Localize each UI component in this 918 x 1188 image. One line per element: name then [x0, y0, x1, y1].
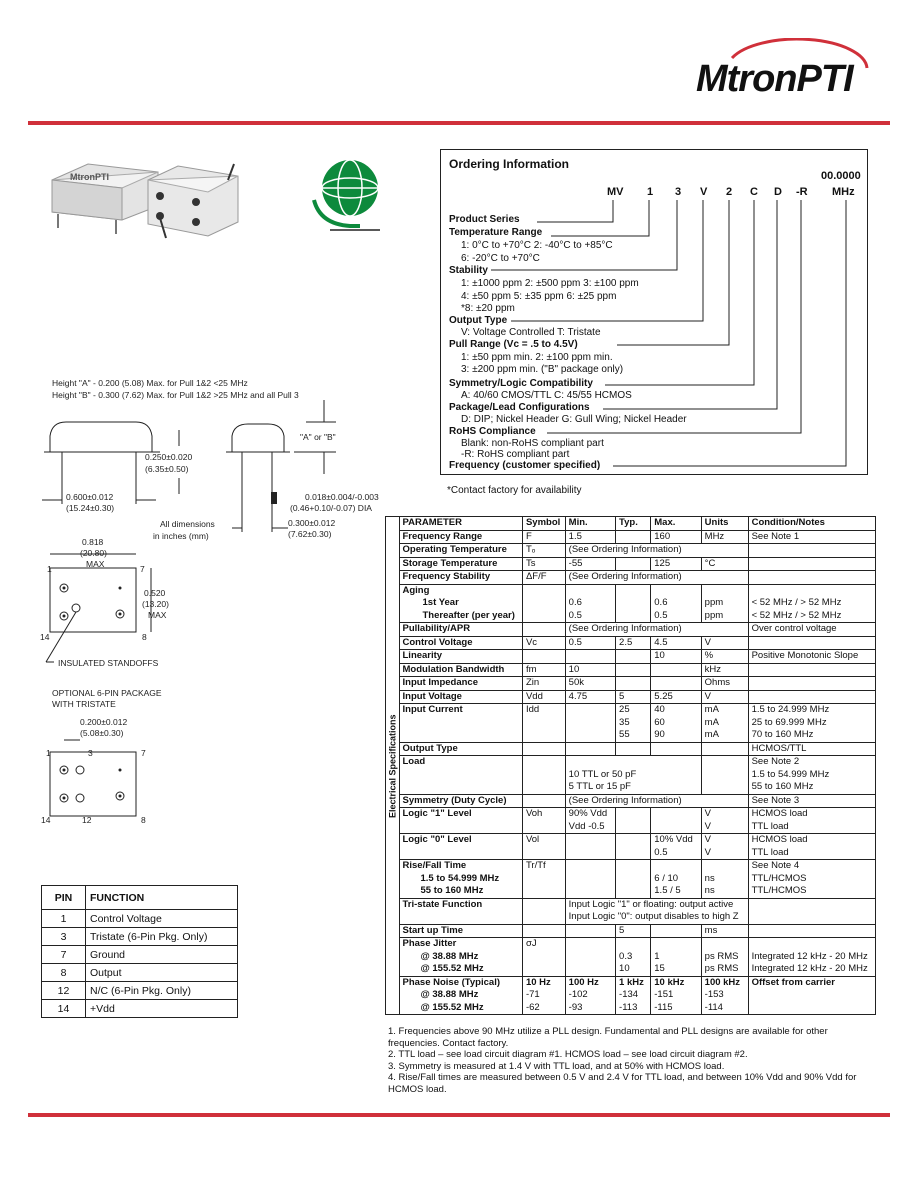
pin-function: Tristate (6-Pin Pkg. Only) — [86, 928, 238, 946]
code-output: V — [700, 186, 708, 198]
dim-520: 0.520 — [144, 588, 166, 598]
condition-header: Condition/Notes — [748, 517, 875, 531]
symbol-cell: F — [522, 530, 565, 544]
pin6-label-8: 8 — [141, 815, 146, 825]
parameter-cell: Output Type — [399, 742, 522, 756]
optional-6pin-1: OPTIONAL 6-PIN PACKAGE — [52, 688, 162, 698]
table-row — [386, 544, 876, 558]
units-cell: 100 kHz -153 -114 — [701, 976, 748, 1015]
product-photo — [48, 158, 253, 243]
units-note-2: in inches (mm) — [153, 531, 209, 541]
parameter-cell: Phase Noise (Typical) @ 38.88 MHz @ 155.52 MHz — [399, 976, 522, 1015]
pin-function: Ground — [86, 946, 238, 964]
table-row — [42, 982, 238, 1000]
symbol-cell — [522, 650, 565, 664]
pin-function: Output — [86, 964, 238, 982]
parameter-cell: Tri-state Function — [399, 898, 522, 924]
code-freq: MHz — [832, 186, 855, 198]
pin6-label-14: 14 — [41, 815, 51, 825]
table-row — [386, 756, 876, 795]
table-row — [386, 663, 876, 677]
table-row — [386, 530, 876, 544]
parameter-header: PARAMETER — [399, 517, 522, 531]
dim-300-mm: (7.62±0.30) — [288, 529, 332, 539]
symbol-cell — [522, 898, 565, 924]
span-cell: (See Ordering Information) — [565, 623, 748, 637]
condition-cell: HCMOS load TTL load — [748, 834, 875, 860]
parameter-cell: Storage Temperature — [399, 557, 522, 571]
condition-cell — [748, 677, 875, 691]
min-cell — [565, 704, 615, 743]
note-2: 2. TTL load – see load circuit diagram #1. HCMOS load – see load circuit diagram #2. — [388, 1049, 748, 1060]
table-row — [386, 584, 876, 623]
pin6-label-7: 7 — [141, 748, 146, 758]
units-cell: ppm ppm — [701, 584, 748, 623]
symbol-header: Symbol — [522, 517, 565, 531]
table-row — [386, 636, 876, 650]
pin-number: 1 — [42, 910, 86, 928]
pin6-label-3: 3 — [88, 748, 93, 758]
span-cell: Input Logic "1" or floating: output active Input Logic "0": output disables to high Z — [565, 898, 748, 924]
max-cell — [651, 742, 701, 756]
table-row — [386, 924, 876, 938]
condition-cell — [748, 636, 875, 650]
max-cell: 5.25 — [651, 690, 701, 704]
table-row — [386, 834, 876, 860]
condition-cell — [748, 898, 875, 924]
condition-cell: HCMOS load TTL load — [748, 808, 875, 834]
height-note-b: Height "B" - 0.300 (7.62) Max. for Pull 1&2 >25 MHz and all Pull 3 — [52, 390, 299, 400]
parameter-cell: Pullability/APR — [399, 623, 522, 637]
condition-cell: 1.5 to 24.999 MHz 25 to 69.999 MHz 70 to 160 MHz — [748, 704, 875, 743]
dim-200-mm: (5.08±0.30) — [80, 728, 124, 738]
condition-cell — [748, 557, 875, 571]
pin-label-1: 1 — [47, 564, 52, 574]
table-row — [386, 794, 876, 808]
dim-300: 0.300±0.012 — [288, 518, 336, 528]
max-header: Max. — [651, 517, 701, 531]
parameter-cell: Aging 1st Year Thereafter (per year) — [399, 584, 522, 623]
condition-cell: HCMOS/TTL — [748, 742, 875, 756]
units-cell: °C — [701, 557, 748, 571]
code-temp: 1 — [647, 186, 654, 198]
ordering-line-14: A: 40/60 CMOS/TTL C: 45/55 HCMOS — [461, 390, 632, 401]
symbol-cell: Vc — [522, 636, 565, 650]
dim-818: 0.818 — [82, 537, 104, 547]
table-row — [386, 690, 876, 704]
typ-cell: 5 — [616, 924, 651, 938]
max-cell: 6 / 10 1.5 / 5 — [651, 860, 701, 899]
ordering-line-13: Symmetry/Logic Compatibility — [449, 378, 593, 389]
span-cell: (See Ordering Information) — [565, 571, 748, 585]
side-label: Electrical Specifications — [386, 517, 400, 1015]
parameter-cell: Input Impedance — [399, 677, 522, 691]
min-cell: 4.75 — [565, 690, 615, 704]
insulated-standoffs: INSULATED STANDOFFS — [58, 658, 159, 668]
ordering-title: Ordering Information — [449, 157, 569, 171]
dim-600a: 0.600±0.012 — [66, 492, 114, 502]
parameter-cell: Frequency Range — [399, 530, 522, 544]
min-cell: 90% Vdd Vdd -0.5 — [565, 808, 615, 834]
ordering-line-5: 1: ±1000 ppm 2: ±500 ppm 3: ±100 ppm — [461, 278, 639, 289]
table-row — [42, 964, 238, 982]
max-cell — [651, 808, 701, 834]
symbol-cell: Tr/Tf — [522, 860, 565, 899]
parameter-cell: Rise/Fall Time 1.5 to 54.999 MHz 55 to 160 MHz — [399, 860, 522, 899]
table-row — [386, 742, 876, 756]
dim-ab: "A" or "B" — [300, 432, 336, 442]
condition-cell: Over control voltage — [748, 623, 875, 637]
table-row — [386, 704, 876, 743]
parameter-cell: Frequency Stability — [399, 571, 522, 585]
units-cell: kHz — [701, 663, 748, 677]
spec-header-row — [386, 517, 876, 531]
note-1: 1. Frequencies above 90 MHz utilize a PLL design. Fundamental and PLL designs are available for other frequencies. Contact factory. — [388, 1026, 828, 1049]
units-cell: mA mA mA — [701, 704, 748, 743]
min-header: Min. — [565, 517, 615, 531]
dim-018: 0.018±0.004/-0.003 — [305, 492, 379, 502]
max-cell: 40 60 90 — [651, 704, 701, 743]
ordering-line-4: Stability — [449, 265, 488, 276]
parameter-cell: Linearity — [399, 650, 522, 664]
ordering-line-2: 1: 0°C to +70°C 2: -40°C to +85°C — [461, 240, 613, 251]
min-cell: 100 Hz -102 -93 — [565, 976, 615, 1015]
condition-cell — [748, 663, 875, 677]
max-cell: 0.6 0.5 — [651, 584, 701, 623]
code-series: MV — [607, 186, 624, 198]
ordering-line-0: Product Series — [449, 214, 520, 225]
ordering-line-10: Pull Range (Vc = .5 to 4.5V) — [449, 339, 578, 350]
note-3: 3. Symmetry is measured at 1.4 V with TTL load, and at 50% with HCMOS load. — [388, 1060, 725, 1072]
typ-header: Typ. — [616, 517, 651, 531]
parameter-cell: Logic "1" Level — [399, 808, 522, 834]
table-row — [386, 650, 876, 664]
dim-200: 0.200±0.012 — [80, 717, 128, 727]
symbol-cell: ΔF/F — [522, 571, 565, 585]
table-row — [386, 623, 876, 637]
typ-cell — [616, 650, 651, 664]
typ-cell — [616, 834, 651, 860]
table-row — [386, 898, 876, 924]
min-cell — [565, 834, 615, 860]
typ-cell — [616, 557, 651, 571]
table-row — [42, 946, 238, 964]
top-rule — [28, 121, 890, 125]
ordering-line-1: Temperature Range — [449, 227, 543, 238]
condition-cell — [748, 690, 875, 704]
code-package: D — [774, 186, 782, 198]
code-pull: 2 — [726, 186, 733, 198]
pin-number: 12 — [42, 982, 86, 1000]
table-row — [42, 1000, 238, 1018]
max-cell: 10% Vdd 0.5 — [651, 834, 701, 860]
symbol-cell — [522, 794, 565, 808]
ordering-line-19: -R: RoHS compliant part — [461, 449, 570, 460]
units-cell — [701, 756, 748, 795]
condition-cell: < 52 MHz / > 52 MHz < 52 MHz / > 52 MHz — [748, 584, 875, 623]
table-row — [386, 808, 876, 834]
mtronpti-logo — [692, 38, 882, 118]
parameter-cell: Logic "0" Level — [399, 834, 522, 860]
symbol-cell: Vol — [522, 834, 565, 860]
typ-cell — [616, 584, 651, 623]
condition-cell: See Note 1 — [748, 530, 875, 544]
typ-cell: 2.5 — [616, 636, 651, 650]
units-header: Units — [701, 517, 748, 531]
min-cell: -55 — [565, 557, 615, 571]
span-cell: 10 TTL or 50 pF 5 TTL or 15 pF — [565, 756, 701, 795]
condition-cell: See Note 3 — [748, 794, 875, 808]
units-cell: V V — [701, 834, 748, 860]
units-cell: V — [701, 690, 748, 704]
optional-6pin-2: WITH TRISTATE — [52, 699, 116, 709]
condition-cell: Positive Monotonic Slope — [748, 650, 875, 664]
symbol-cell: Zin — [522, 677, 565, 691]
min-cell — [565, 924, 615, 938]
pin-label-8: 8 — [142, 632, 147, 642]
condition-cell: Offset from carrier — [748, 976, 875, 1015]
pin-number: 3 — [42, 928, 86, 946]
max-cell — [651, 677, 701, 691]
parameter-cell: Load — [399, 756, 522, 795]
units-cell: V V — [701, 808, 748, 834]
code-rohs: -R — [796, 186, 808, 198]
ordering-line-9: V: Voltage Controlled T: Tristate — [461, 327, 601, 338]
pin6-label-12: 12 — [82, 815, 92, 825]
pin-number: 8 — [42, 964, 86, 982]
ordering-information-box — [440, 149, 868, 475]
ordering-line-15: Package/Lead Configurations — [449, 402, 590, 413]
typ-cell — [616, 808, 651, 834]
mechanical-drawing — [36, 400, 381, 840]
parameter-cell: Symmetry (Duty Cycle) — [399, 794, 522, 808]
units-cell: Ohms — [701, 677, 748, 691]
typ-cell: 1 kHz -134 -113 — [616, 976, 651, 1015]
units-cell: ns ns — [701, 860, 748, 899]
pin-table-header — [42, 886, 238, 910]
condition-cell: Integrated 12 kHz - 20 MHz Integrated 12 kHz - 20 MHz — [748, 938, 875, 977]
note-4: 4. Rise/Fall times are measured between 0.5 V and 2.4 V for TTL load, and between 10% Vdd and 90% Vdd for HCMOS load. — [388, 1072, 857, 1095]
max-cell: 10 — [651, 650, 701, 664]
table-row — [386, 938, 876, 977]
ordering-line-16: D: DIP; Nickel Header G: Gull Wing; Nickel Header — [461, 414, 687, 425]
pin-number: 7 — [42, 946, 86, 964]
symbol-cell: Voh — [522, 808, 565, 834]
pin-number: 14 — [42, 1000, 86, 1018]
dim-520-max: MAX — [148, 610, 167, 620]
code-stability: 3 — [675, 186, 682, 198]
typ-cell — [616, 663, 651, 677]
symbol-cell: Vdd — [522, 690, 565, 704]
pin-label-14: 14 — [40, 632, 50, 642]
units-cell: ms — [701, 924, 748, 938]
min-cell: 10 — [565, 663, 615, 677]
table-row — [386, 677, 876, 691]
symbol-cell — [522, 584, 565, 623]
parameter-cell: Input Current — [399, 704, 522, 743]
max-cell: 4.5 — [651, 636, 701, 650]
units-cell: V — [701, 636, 748, 650]
code-symmetry: C — [750, 186, 758, 198]
max-cell — [651, 924, 701, 938]
symbol-cell: 10 Hz -71 -62 — [522, 976, 565, 1015]
parameter-cell: Phase Jitter @ 38.88 MHz @ 155.52 MHz — [399, 938, 522, 977]
condition-cell — [748, 544, 875, 558]
parameter-cell: Start up Time — [399, 924, 522, 938]
min-cell — [565, 650, 615, 664]
ordering-line-8: Output Type — [449, 315, 508, 326]
symbol-cell: Tₒ — [522, 544, 565, 558]
parameter-cell: Control Voltage — [399, 636, 522, 650]
ordering-line-6: 4: ±50 ppm 5: ±35 ppm 6: ±25 ppm — [461, 291, 617, 302]
ordering-line-17: RoHS Compliance — [449, 426, 536, 437]
condition-cell: See Note 4 TTL/HCMOS TTL/HCMOS — [748, 860, 875, 899]
table-row — [386, 976, 876, 1015]
units-cell: MHz — [701, 530, 748, 544]
ordering-line-11: 1: ±50 ppm min. 2: ±100 ppm min. — [461, 352, 613, 363]
ordering-line-18: Blank: non-RoHS compliant part — [461, 438, 604, 449]
units-cell — [701, 742, 748, 756]
ordering-freq-top: 00.0000 — [821, 170, 861, 182]
pin-function: N/C (6-Pin Pkg. Only) — [86, 982, 238, 1000]
span-cell: (See Ordering Information) — [565, 794, 748, 808]
table-row — [386, 557, 876, 571]
min-cell: 1.5 — [565, 530, 615, 544]
symbol-cell — [522, 623, 565, 637]
table-row — [42, 928, 238, 946]
typ-cell: 0.3 10 — [616, 938, 651, 977]
max-cell: 125 — [651, 557, 701, 571]
typ-cell — [616, 530, 651, 544]
pin-function: +Vdd — [86, 1000, 238, 1018]
parameter-cell: Modulation Bandwidth — [399, 663, 522, 677]
ordering-line-20: Frequency (customer specified) — [449, 460, 601, 471]
typ-cell — [616, 742, 651, 756]
condition-cell — [748, 571, 875, 585]
parameter-cell: Input Voltage — [399, 690, 522, 704]
min-cell: 0.6 0.5 — [565, 584, 615, 623]
parameter-cell: Operating Temperature — [399, 544, 522, 558]
typ-cell: 25 35 55 — [616, 704, 651, 743]
electrical-specifications-table — [385, 516, 876, 1015]
condition-cell: See Note 2 1.5 to 54.999 MHz 55 to 160 MHz — [748, 756, 875, 795]
ordering-line-7: *8: ±20 ppm — [461, 303, 515, 314]
symbol-cell — [522, 756, 565, 795]
symbol-cell: fm — [522, 663, 565, 677]
pin-function-table — [41, 885, 238, 1018]
height-note-a: Height "A" - 0.200 (5.08) Max. for Pull 1&2 <25 MHz — [52, 378, 248, 388]
min-cell: 50k — [565, 677, 615, 691]
pin-header: PIN — [42, 886, 86, 910]
span-cell: (See Ordering Information) — [565, 544, 748, 558]
dim-250-mm: (6.35±0.50) — [145, 464, 189, 474]
pin-function: Control Voltage — [86, 910, 238, 928]
table-row — [42, 910, 238, 928]
function-header: FUNCTION — [86, 886, 238, 910]
ordering-line-12: 3: ±200 ppm min. ("B" package only) — [461, 364, 624, 375]
symbol-cell: Ts — [522, 557, 565, 571]
svg-text:MtronPTI: MtronPTI — [70, 172, 109, 182]
min-cell — [565, 938, 615, 977]
max-cell: 1 15 — [651, 938, 701, 977]
condition-cell — [748, 924, 875, 938]
ordering-line-3: 6: -20°C to +70°C — [461, 253, 540, 264]
max-cell: 160 — [651, 530, 701, 544]
symbol-cell — [522, 924, 565, 938]
dim-018-mm: (0.46+0.10/-0.07) DIA — [290, 503, 372, 513]
table-row — [386, 860, 876, 899]
typ-cell — [616, 677, 651, 691]
rohs-compliant-globe-icon — [300, 150, 390, 235]
min-cell — [565, 860, 615, 899]
symbol-cell — [522, 742, 565, 756]
units-cell: ps RMS ps RMS — [701, 938, 748, 977]
dim-250: 0.250±0.020 — [145, 452, 193, 462]
ordering-footnote: *Contact factory for availability — [447, 485, 582, 496]
min-cell — [565, 742, 615, 756]
dim-520-mm: (13.20) — [142, 599, 169, 609]
typ-cell — [616, 860, 651, 899]
dim-818-mm: (20.80) — [80, 548, 107, 558]
footnotes — [388, 1026, 874, 1095]
bottom-rule — [28, 1113, 890, 1117]
logo-text: MtronPTI — [696, 58, 853, 100]
max-cell: 10 kHz -151 -115 — [651, 976, 701, 1015]
min-cell: 0.5 — [565, 636, 615, 650]
table-row — [386, 571, 876, 585]
pin6-label-1: 1 — [46, 748, 51, 758]
typ-cell: 5 — [616, 690, 651, 704]
symbol-cell: Idd — [522, 704, 565, 743]
max-cell — [651, 663, 701, 677]
pin-label-7: 7 — [140, 564, 145, 574]
symbol-cell: σJ — [522, 938, 565, 977]
dim-818-max: MAX — [86, 559, 105, 569]
dim-600a-mm: (15.24±0.30) — [66, 503, 115, 513]
units-cell: % — [701, 650, 748, 664]
units-note-1: All dimensions — [160, 519, 215, 529]
